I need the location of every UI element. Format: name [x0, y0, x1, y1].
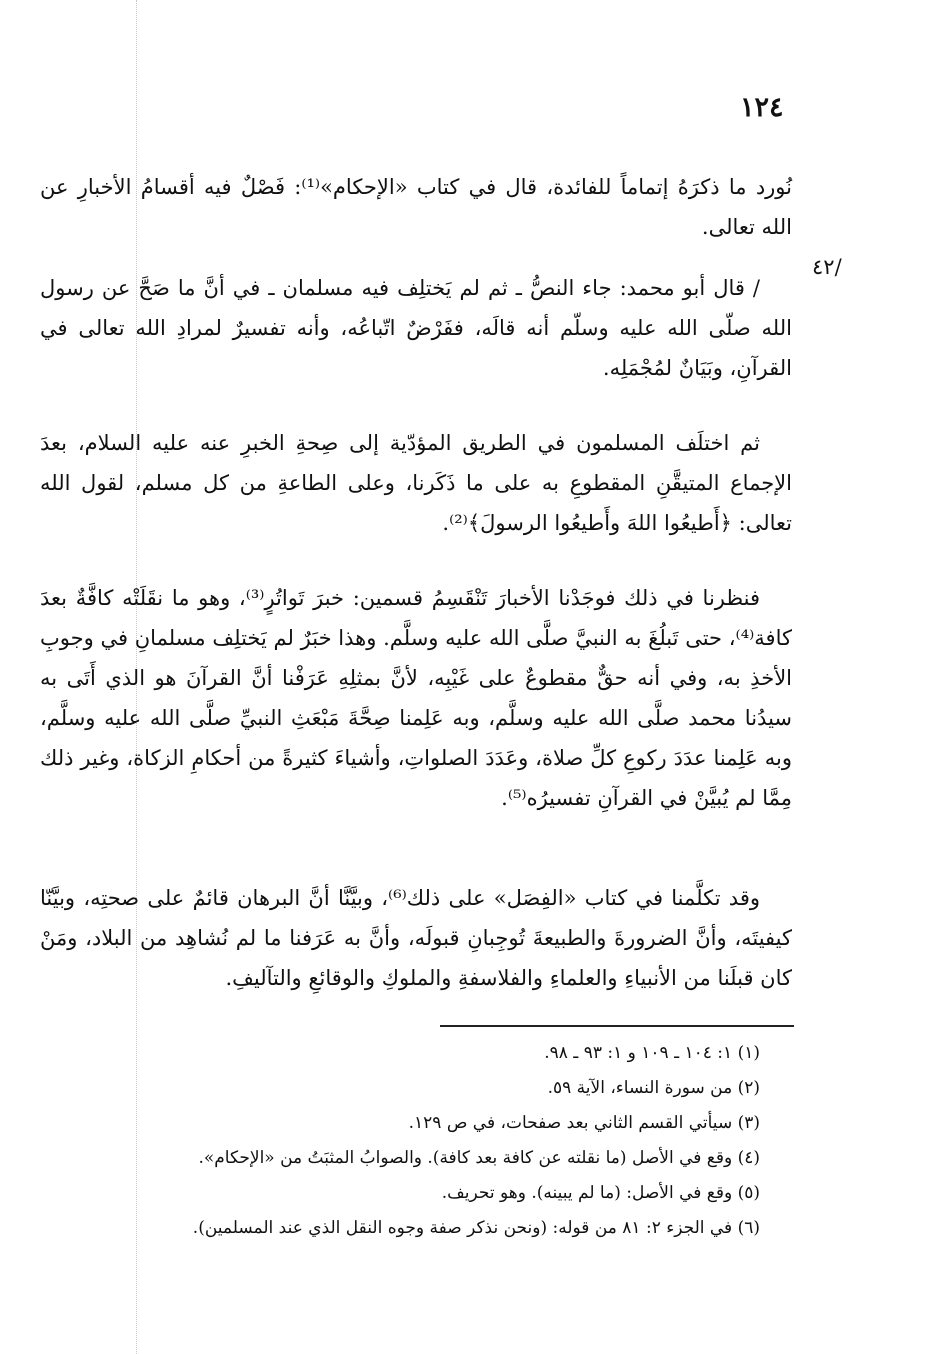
footnote-4: (٤) وقع في الأصل (ما نقلته عن كافة بعد كافة). والصوابُ المثبَتُ من «الإحكام». [198, 1148, 760, 1168]
margin-reference: ٤٢/ [812, 255, 842, 279]
footnote-1: (١) ١: ١٠٤ ـ ١٠٩ و ١: ٩٣ ـ ٩٨. [544, 1043, 760, 1063]
footnote-divider [440, 1025, 794, 1027]
paragraph-fisal: وقد تكلَّمنا في كتاب «الفِصَل» على ذلك⁽⁶⁾، وبيَّنَّا أنَّ البرهان قائمٌ على صحتِه، وبيَّنّا كيفيتَه، وأنَّ الضرورةَ والطبيعةَ تُوجِبانِ قبولَه، وأنَّ به عَرَفنا ما لم نُشاهِد من البلاد، ومَنْ كان قبلَنا من الأنبياءِ والعلماءِ والفلاسفةِ والملوكِ والوقائعِ والتآليفِ. [40, 886, 792, 990]
footnote-6: (٦) في الجزء ٢: ٨١ من قوله: (ونحن نذكر صفة وجوه النقل الذي عند المسلمين). [192, 1218, 760, 1238]
paragraph-disagreement: ثم اختلَف المسلمون في الطريق المؤدّية إلى صِحةِ الخبرِ عنه عليه السلام، بعدَ الإجماع المتيقَّنِ المقطوعِ به على ما ذَكَرنا، وعلى الطاعةِ من كل مسلم، لقول الله تعالى: ﴿أَطيعُوا اللهَ وأَطيعُوا الرسولَ﴾⁽²⁾. [40, 431, 792, 535]
footnote-5: (٥) وقع في الأصل: (ما لم يبينه). وهو تحريف. [441, 1183, 760, 1203]
page-number: ١٢٤ [740, 92, 784, 123]
footnotes-list [60, 1036, 760, 1246]
footnote-2: (٢) من سورة النساء، الآية ٥٩. [547, 1078, 760, 1098]
paragraph-mutawatir: فنظرنا في ذلك فوجَدْنا الأخبارَ تَنْقَسِمُ قسمين: خبرَ تَواتُرٍ⁽³⁾، وهو ما نقَلَتْه كافَّةٌ بعدَ كافة⁽⁴⁾، حتى تَبلُغَ به النبيَّ صلَّى الله عليه وسلَّم. وهذا خبَرٌ لم يَختلِف مسلمانِ في وجوبِ الأخذِ به، وفي أنه حقٌّ مقطوعٌ على غَيْبِه، لأنَّ بمثلِهِ عَرَفْنا أنَّ القرآنَ هو الذي أَتَى به سيدُنا محمد صلَّى الله عليه وسلَّم، وبه عَلِمنا صِحَّةَ مَبْعَثِ النبيِّ صلَّى الله عليه وسلَّم، وبه عَلِمنا عدَدَ ركوعِ كلِّ صلاة، وعَدَدَ الصلواتِ، وأشياءَ كثيرةً من أحكامِ الزكاة، وغير ذلك مِمَّا لم يُبيَّنْ في القرآنِ تفسيرُه⁽⁵⁾. [40, 586, 792, 810]
footnote-3: (٣) سيأتي القسم الثاني بعد صفحات، في ص ١٢٩. [408, 1113, 760, 1133]
paragraph-intro: نُورد ما ذكرَهُ إتماماً للفائدة، قال في كتاب «الإحكام»⁽¹⁾: فَصْلٌ فيه أقسامُ الأخبارِ عن الله تعالى. [40, 175, 792, 239]
paragraph-abu-muhammad: / قال أبو محمد: جاء النصُّ ـ ثم لم يَختلِف فيه مسلمان ـ في أنَّ ما صَحَّ عن رسول الله صلّى الله عليه وسلّم أنه قالَه، ففَرْضٌ اتّباعُه، وأنه تفسيرٌ لمرادِ الله تعالى في القرآنِ، وبَيَانٌ لمُجْمَلِه. [40, 276, 792, 380]
